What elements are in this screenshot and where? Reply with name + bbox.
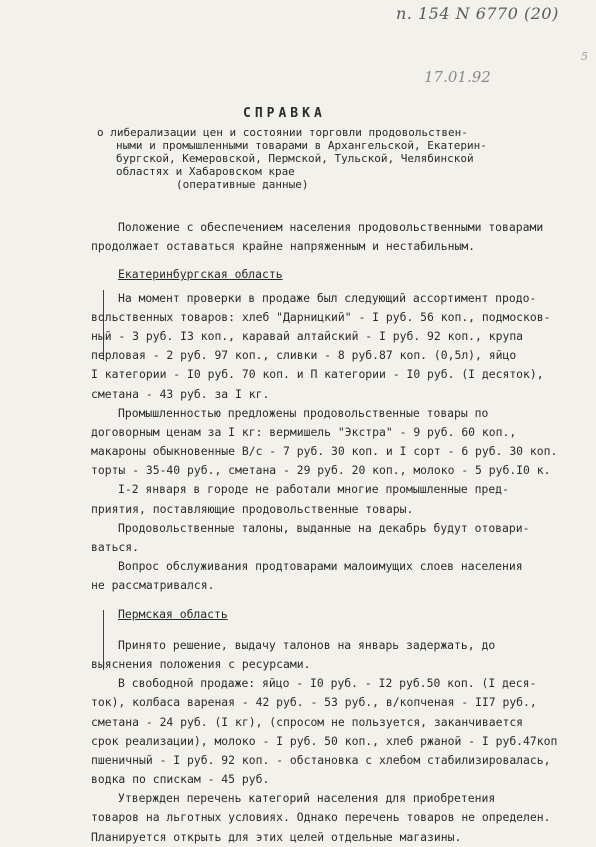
body-line: срок реализации), молоко - I руб. 50 коп., хлеб ржаной - I руб.47коп [91, 733, 558, 748]
body-line: сметана - 43 руб. за I кг. [91, 386, 270, 401]
body-line: ток), колбаса вареная - 42 руб. - 53 руб., в/копченая - II7 руб., [91, 695, 537, 710]
subtitle-line: областях и Хабаровском крае [116, 165, 295, 178]
margin-mark: 5 [581, 50, 588, 63]
body-line: сметана - 24 руб. (I кг), (спросом не пользуется, заканчивается [91, 714, 524, 729]
subtitle-line: (оперативные данные) [176, 178, 309, 191]
body-line: торты - 35-40 руб., сметана - 29 руб. 20 коп., молоко - 5 руб.I0 к. [91, 463, 551, 478]
subtitle-line: ными и промышленными товарами в Архангельской, Екатерин- [116, 139, 487, 152]
body-line: Вопрос обслуживания продтоварами малоимущих слоев населения [118, 559, 523, 574]
body-line: Продовольственные талоны, выданные на декабрь будут отовари- [118, 520, 530, 535]
body-line: выяснения положения с ресурсами. [91, 656, 311, 671]
body-line: макароны обыкновенные В/с - 7 руб. 30 коп. и I сорт - 6 руб. 30 коп. [91, 444, 558, 459]
body-line: Промышленностью предложены продовольственные товары по [118, 405, 489, 420]
body-line: приятия, поставляющие продовольственные товары. [91, 501, 414, 516]
archive-number: п. 154 N 6770 (20) [396, 4, 559, 23]
body-line: продолжает оставаться крайне напряженным и нестабильным. [91, 239, 476, 254]
body-line: ный - 3 руб. I3 коп., каравай алтайский - I руб. 92 коп., крупа [91, 328, 524, 343]
body-line: товаров на льготных условиях. Однако перечень товаров не определен. [91, 810, 551, 825]
body-line: Принято решение, выдачу талонов на январь задержать, до [118, 637, 496, 652]
subtitle-line: о либерализации цен и состоянии торговли продовольствен- [97, 126, 468, 139]
body-line: договорным ценам за I кг: вермишель "Экстра" - 9 руб. 60 коп., [91, 424, 517, 439]
body-line: На момент проверки в продаже был следующий ассортимент продо- [118, 290, 537, 305]
body-line: Утвержден перечень категорий населения для приобретения [118, 791, 496, 806]
section-heading: Екатеринбургская область [118, 267, 283, 282]
body-line: Положение с обеспечением населения продовольственными товарами [118, 220, 544, 234]
body-line: вольственных товаров: хлеб "Дарницкий" - I руб. 56 коп., подмосков- [91, 309, 551, 324]
body-line: не рассматривался. [91, 578, 215, 593]
section-heading: Пермская область [118, 606, 228, 621]
body-line: I категории - I0 руб. 70 коп. и П категории - I0 руб. (I десяток), [91, 367, 544, 382]
body-line: В свободной продаже: яйцо - I0 руб. - I2 руб.50 коп. (I деся- [118, 676, 537, 691]
body-line: перловая - 2 руб. 97 коп., сливки - 8 руб.87 коп. (0,5л), яйцо [91, 348, 517, 363]
body-line: водка по спискам - 45 руб. [91, 772, 270, 787]
document-body [91, 218, 594, 847]
body-line: ваться. [91, 540, 140, 554]
subtitle-line: бургской, Кемеровской, Пермской, Тульской, Челябинской [116, 152, 474, 165]
date-note: 17.01.92 [424, 68, 491, 86]
document-title: СПРАВКА [243, 106, 326, 121]
body-line: пшеничный - I руб. 92 коп. - обстановка с хлебом стабилизировалась, [91, 752, 551, 767]
body-line: I-2 января в городе не работали многие промышленные пред- [118, 482, 509, 497]
body-line: Планируется открыть для этих целей отдельные магазины. [91, 829, 462, 844]
